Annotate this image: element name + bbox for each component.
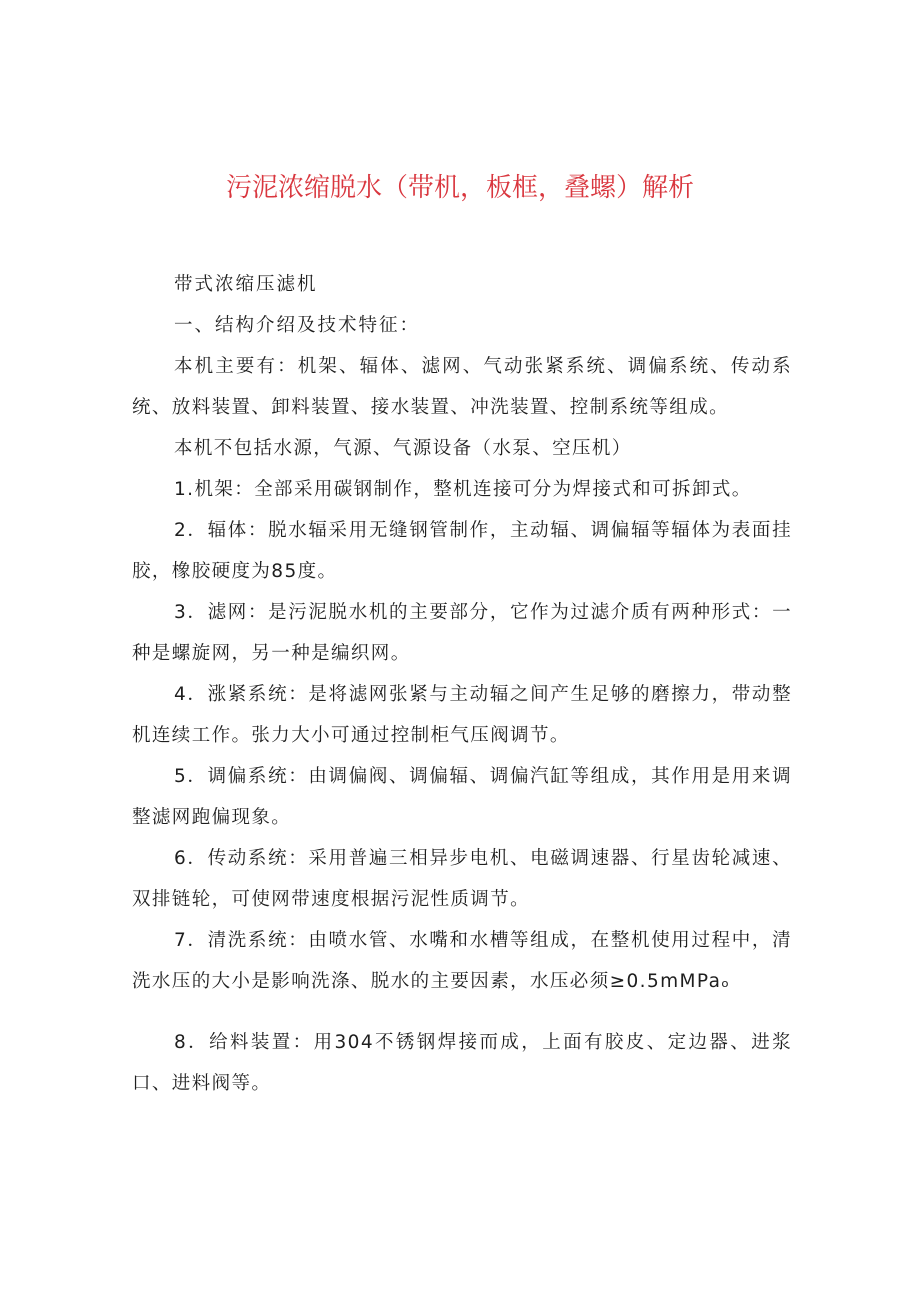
paragraph: 4．涨紧系统：是将滤网张紧与主动辐之间产生足够的磨擦力，带动整机连续工作。张力大小可通过控制柜气压阀调节。: [132, 684, 792, 746]
subheading: 一、结构介绍及技术特征：: [174, 315, 421, 336]
section-heading: 带式浓缩压滤机: [174, 274, 318, 295]
paragraph: 3．滤网：是污泥脱水机的主要部分，它作为过滤介质有两种形式：一种是螺旋网，另一种是编织网。: [132, 602, 792, 664]
document-body: [132, 264, 792, 1104]
paragraph: 2．辐体：脱水辐采用无缝钢管制作，主动辐、调偏辐等辐体为表面挂胶，橡胶硬度为85度。: [132, 520, 792, 582]
paragraph: 7．清洗系统：由喷水管、水嘴和水槽等组成，在整机使用过程中，清洗水压的大小是影响洗涤、脱水的主要因素，水压必须≥0.5mMPaₒ: [132, 930, 792, 992]
paragraph: 8．给料装置：用304不锈钢焊接而成，上面有胶皮、定边器、进浆口、进料阀等。: [132, 1032, 792, 1094]
document-title: 污泥浓缩脱水（带机，板框，叠螺）解析: [225, 173, 694, 203]
paragraph: 本机不包括水源，气源、气源设备（水泵、空压机）: [174, 438, 632, 459]
paragraph: 本机主要有：机架、辐体、滤网、气动张紧系统、调偏系统、传动系统、放料装置、卸料装置、接水装置、冲洗装置、控制系统等组成。: [132, 356, 792, 418]
paragraph: 1.机架：全部采用碳钢制作，整机连接可分为焊接式和可拆卸式。: [174, 479, 752, 500]
paragraph: 6．传动系统：采用普遍三相异步电机、电磁调速器、行星齿轮减速、双排链轮，可使网带速度根据污泥性质调节。: [132, 848, 792, 910]
paragraph: 5．调偏系统：由调偏阀、调偏辐、调偏汽缸等组成，其作用是用来调整滤网跑偏现象。: [132, 766, 792, 828]
